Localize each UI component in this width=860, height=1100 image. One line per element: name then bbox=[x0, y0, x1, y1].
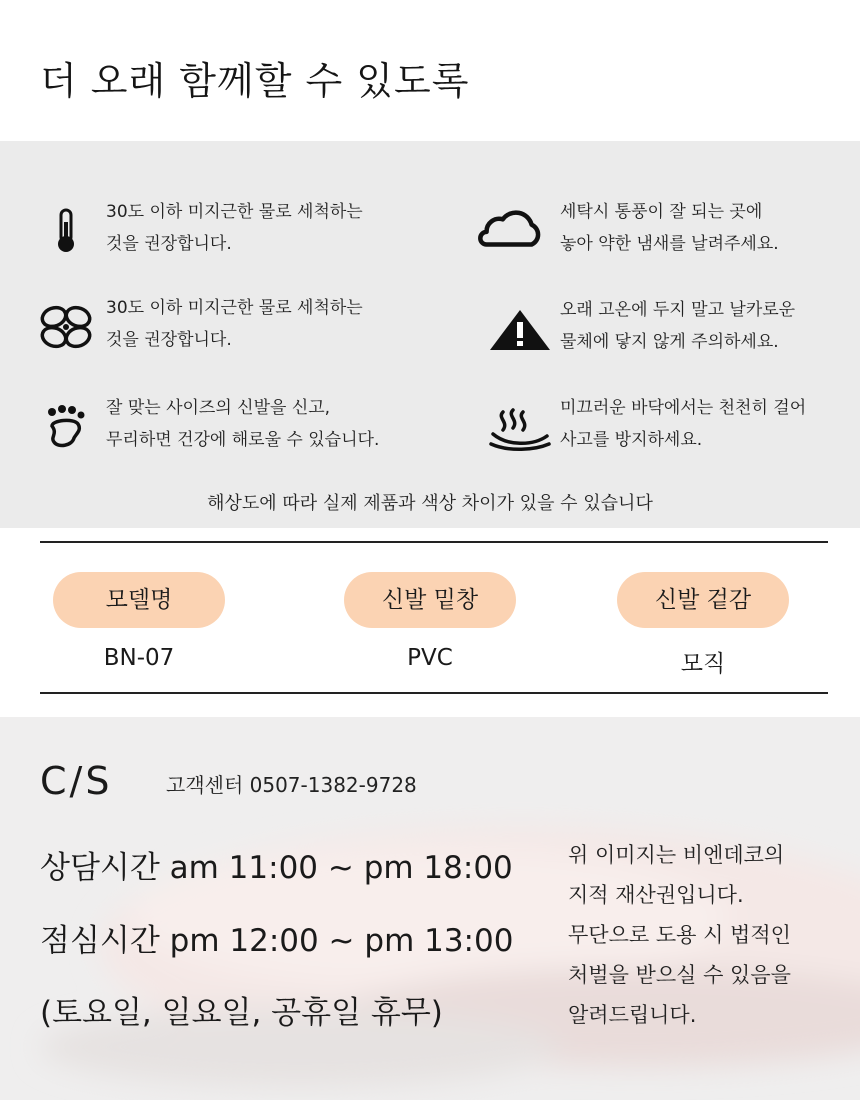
care-text-line: 무리하면 건강에 해로울 수 있습니다. bbox=[106, 430, 380, 450]
spec-value: 모직 bbox=[680, 651, 726, 677]
spec-sole bbox=[344, 572, 516, 671]
divider bbox=[40, 692, 828, 694]
care-text-line: 30도 이하 미지근한 물로 세척하는 bbox=[106, 202, 363, 222]
customer-service bbox=[0, 717, 860, 1100]
notice-line: 위 이미지는 비엔데코의 bbox=[568, 843, 785, 867]
care-text-line: 사고를 방지하세요. bbox=[560, 430, 703, 450]
care-text-line: 오래 고온에 두지 말고 날카로운 bbox=[560, 300, 796, 320]
color-disclaimer: 해상도에 따라 실제 제품과 색상 차이가 있을 수 있습니다 bbox=[207, 493, 653, 514]
notice-line: 지적 재산권입니다. bbox=[568, 883, 744, 907]
care-text-line: 미끄러운 바닥에서는 천천히 걸어 bbox=[560, 398, 807, 418]
care-text-line: 것을 권장합니다. bbox=[106, 234, 232, 254]
foot-icon bbox=[30, 392, 102, 462]
cs-closed-days: (토요일, 일요일, 공휴일 휴무) bbox=[40, 995, 443, 1031]
care-item bbox=[30, 392, 410, 462]
spec-model bbox=[53, 572, 225, 671]
cs-phone: 고객센터 0507-1382-9728 bbox=[166, 773, 417, 797]
divider bbox=[40, 541, 828, 543]
spec-label: 모델명 bbox=[53, 572, 225, 628]
care-text-line: 잘 맞는 사이즈의 신발을 신고, bbox=[106, 398, 331, 418]
care-text-line: 물체에 닿지 않게 주의하세요. bbox=[560, 332, 779, 352]
spec-upper bbox=[617, 572, 789, 678]
care-item bbox=[30, 196, 410, 266]
care-item bbox=[474, 196, 854, 266]
care-text-line: 것을 권장합니다. bbox=[106, 330, 232, 350]
fan-icon bbox=[30, 292, 102, 362]
cloud-icon bbox=[474, 196, 546, 266]
cs-lunch: 점심시간 pm 12:00 ~ pm 13:00 bbox=[40, 923, 514, 959]
care-item bbox=[30, 292, 410, 362]
cs-hours: 상담시간 am 11:00 ~ pm 18:00 bbox=[40, 850, 513, 886]
care-text-line: 세탁시 통풍이 잘 되는 곳에 bbox=[560, 202, 763, 222]
care-text-line: 30도 이하 미지근한 물로 세척하는 bbox=[106, 298, 363, 318]
notice-line: 알려드립니다. bbox=[568, 1003, 697, 1027]
spec-label: 신발 겉감 bbox=[617, 572, 789, 628]
thermometer-icon bbox=[30, 196, 102, 266]
notice-line: 처벌을 받으실 수 있음을 bbox=[568, 963, 791, 987]
spec-value: BN-07 bbox=[103, 645, 175, 671]
care-item bbox=[484, 392, 860, 462]
notice-line: 무단으로 도용 시 법적인 bbox=[568, 923, 791, 947]
warning-icon bbox=[484, 294, 556, 364]
copyright-notice bbox=[568, 835, 838, 1035]
cs-title: C/S bbox=[40, 759, 113, 803]
page-title: 더 오래 함께할 수 있도록 bbox=[40, 59, 470, 103]
slippery-icon bbox=[484, 392, 556, 462]
spec-value: PVC bbox=[407, 645, 453, 671]
care-instructions bbox=[0, 141, 860, 528]
spec-label: 신발 밑창 bbox=[344, 572, 516, 628]
care-text-line: 놓아 약한 냄새를 날려주세요. bbox=[560, 234, 779, 254]
care-item bbox=[484, 294, 860, 364]
